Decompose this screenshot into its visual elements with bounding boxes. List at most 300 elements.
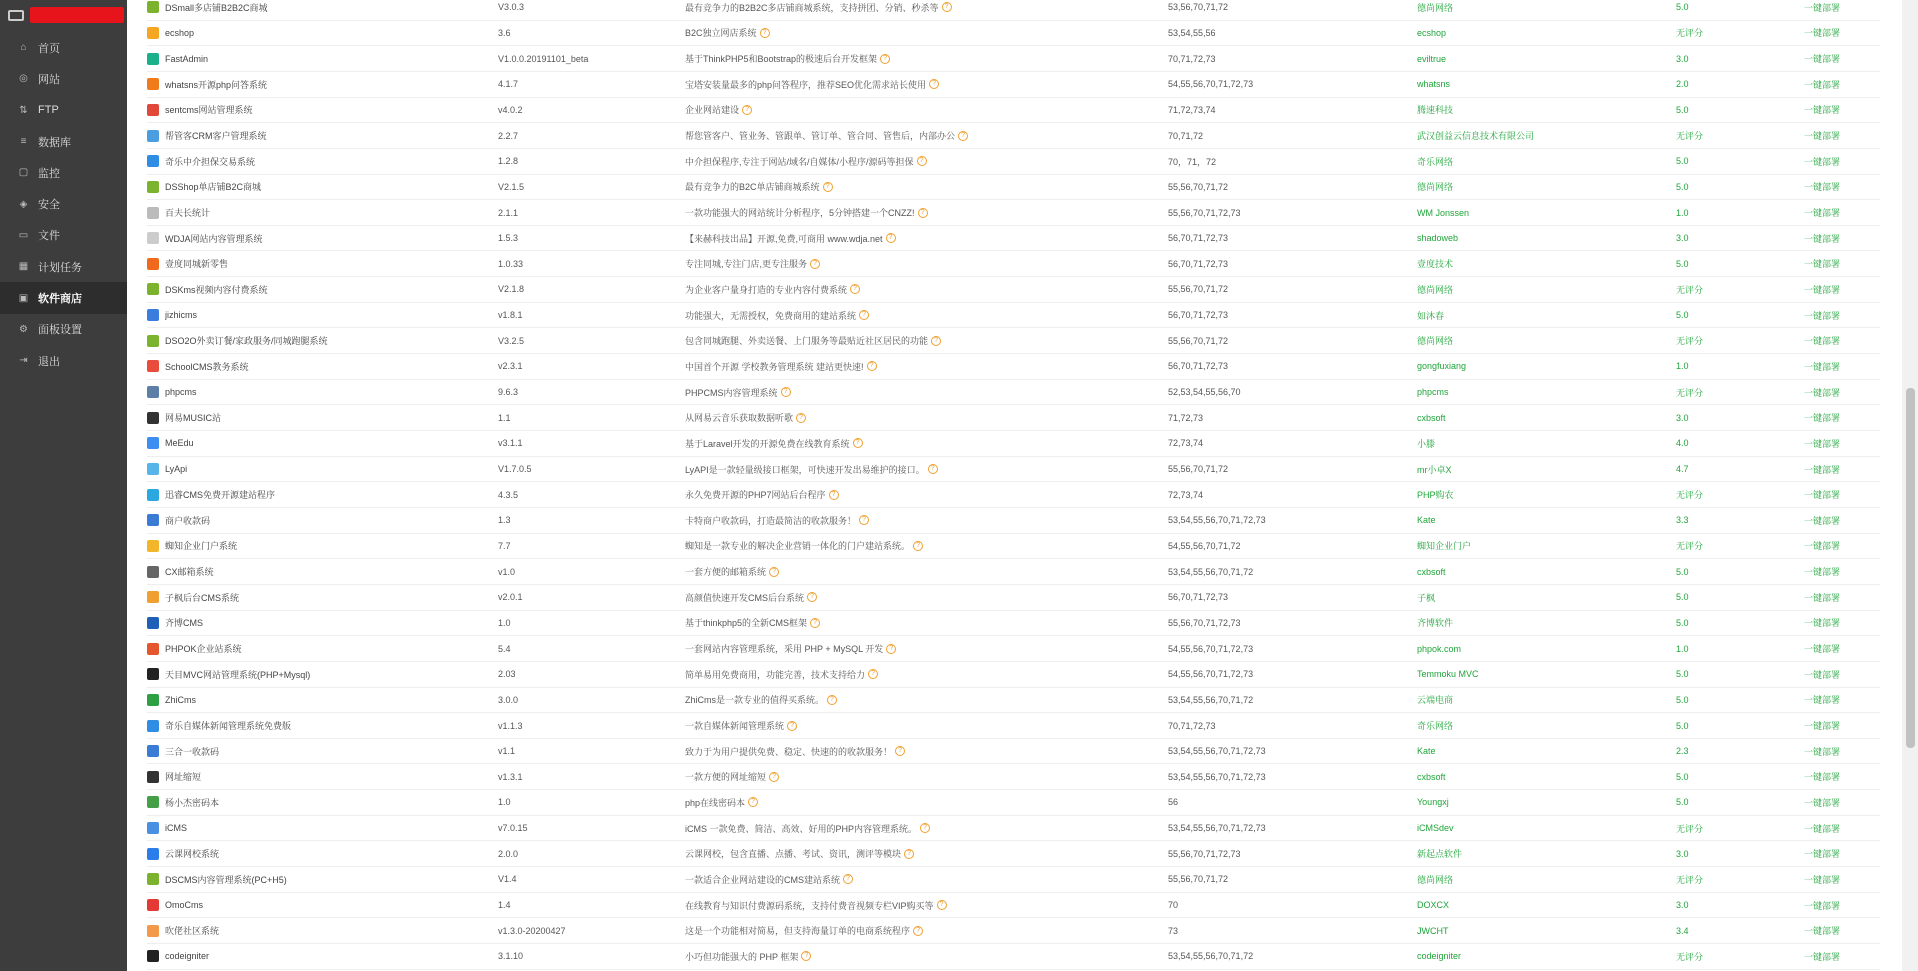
deploy-button[interactable]: 一键部署 <box>1804 669 1841 680</box>
app-version: v2.3.1 <box>498 361 523 372</box>
app-name: jizhicms <box>165 310 198 321</box>
help-icon[interactable]: ? <box>913 541 923 551</box>
app-logo-mark <box>147 412 159 424</box>
help-icon[interactable]: ? <box>904 849 914 859</box>
sidebar-item-shield[interactable] <box>0 188 127 219</box>
sidebar-item-logout[interactable] <box>0 345 127 376</box>
app-description <box>685 873 1168 886</box>
help-icon[interactable]: ? <box>859 515 869 525</box>
developer-link[interactable]: 德尚网络 <box>1417 284 1454 295</box>
php-versions: 53,54,55,56 <box>1168 27 1216 38</box>
app-logo-mark <box>147 514 159 526</box>
app-logo-mark <box>147 822 159 834</box>
folder-icon: ▭ <box>18 229 29 241</box>
app-description-text: 功能强大，无需授权，免费商用的建站系统 <box>685 310 857 321</box>
app-logo-mark <box>147 360 159 372</box>
app-name: 三合一收款码 <box>165 746 220 757</box>
app-description-text: 基于Laravel开发的开源免费在线教育系统 <box>685 438 850 449</box>
monitor-logo-icon <box>8 10 24 21</box>
php-versions: 56,70,71,72,73 <box>1168 361 1229 372</box>
app-logo-icon <box>147 566 165 578</box>
app-logo-icon <box>147 899 165 911</box>
app-logo-mark <box>147 899 159 911</box>
sidebar-item-label: 计划任务 <box>38 261 82 274</box>
deploy-button[interactable]: 一键部署 <box>1804 28 1841 39</box>
developer-link[interactable]: 子枫 <box>1417 592 1436 603</box>
app-description <box>685 206 1168 219</box>
developer-link[interactable]: 奇乐网络 <box>1417 721 1454 731</box>
php-versions: 56,70,71,72,73 <box>1168 258 1229 269</box>
help-icon[interactable]: ? <box>859 310 869 320</box>
app-description <box>685 488 1168 501</box>
app-score: 3.0 <box>1676 53 1689 64</box>
globe-icon: ◎ <box>19 73 28 85</box>
app-description <box>685 437 1168 450</box>
deploy-button[interactable]: 一键部署 <box>1804 233 1841 244</box>
developer-link[interactable]: WM Jonssen <box>1417 207 1470 218</box>
help-icon[interactable]: ? <box>807 592 817 602</box>
app-logo-icon <box>147 27 165 39</box>
app-name: DSO2O外卖订餐/家政服务/同城跑腿系统 <box>165 336 328 347</box>
deploy-button[interactable]: 一键部署 <box>1804 567 1841 578</box>
app-logo-mark <box>147 386 159 398</box>
sidebar-item-gear[interactable] <box>0 314 127 345</box>
help-icon[interactable]: ? <box>913 926 923 936</box>
app-name: 子枫后台CMS系统 <box>165 592 239 603</box>
app-score: 5.0 <box>1676 694 1689 705</box>
app-score: 1.0 <box>1676 643 1689 654</box>
app-description-text: 在线教育与知识付费源码系统，支持付费音视频专栏VIP购买等 <box>685 900 934 911</box>
developer-link[interactable]: 小滕 <box>1417 438 1436 449</box>
app-score: 5.0 <box>1676 617 1689 628</box>
deploy-button[interactable]: 一键部署 <box>1804 823 1841 834</box>
developer-link[interactable]: shadoweb <box>1417 233 1459 244</box>
app-score: 4.0 <box>1676 438 1689 449</box>
table-row <box>147 893 1880 919</box>
deploy-button[interactable]: 一键部署 <box>1804 336 1841 347</box>
app-name: DSmall多店铺B2B2C商城 <box>165 2 268 13</box>
app-description <box>685 257 1168 270</box>
sidebar-item-database[interactable] <box>0 126 127 157</box>
app-description <box>685 796 1168 809</box>
help-icon[interactable]: ? <box>929 79 939 89</box>
developer-link[interactable]: 奇乐网络 <box>1417 156 1454 167</box>
deploy-button[interactable]: 一键部署 <box>1804 951 1841 962</box>
app-version: 1.4 <box>498 900 511 911</box>
deploy-button[interactable]: 一键部署 <box>1804 797 1841 808</box>
deploy-button[interactable]: 一键部署 <box>1804 156 1841 167</box>
app-description-text: PHPCMS内容管理系统 <box>685 387 778 398</box>
table-row <box>147 867 1880 893</box>
app-score: 无评分 <box>1676 387 1704 398</box>
app-logo-mark <box>147 309 159 321</box>
table-row <box>147 200 1880 226</box>
help-icon[interactable]: ? <box>895 746 905 756</box>
deploy-button[interactable]: 一键部署 <box>1804 438 1841 449</box>
help-icon[interactable]: ? <box>917 156 927 166</box>
help-icon[interactable]: ? <box>931 336 941 346</box>
help-icon[interactable]: ? <box>850 284 860 294</box>
app-name: 奇乐自媒体新闻管理系统免费版 <box>165 721 292 731</box>
developer-link[interactable]: mr小卓X <box>1417 464 1452 475</box>
app-name: DSShop单店铺B2C商城 <box>165 182 262 193</box>
developer-link[interactable]: 壹度技术 <box>1417 259 1454 270</box>
developer-link[interactable]: 新起点软件 <box>1417 849 1463 860</box>
app-name: 天目MVC网站管理系统(PHP+Mysql) <box>165 669 311 680</box>
table-row <box>147 508 1880 534</box>
php-versions: 55,56,70,71,72,73 <box>1168 207 1241 218</box>
app-name: 帮管客CRM客户管理系统 <box>165 131 267 142</box>
deploy-button[interactable]: 一键部署 <box>1804 490 1841 501</box>
php-versions: 72,73,74 <box>1168 489 1204 500</box>
php-versions: 54,55,56,70,71,72,73 <box>1168 643 1254 654</box>
table-row <box>147 636 1880 662</box>
app-logo-icon <box>147 437 165 449</box>
developer-link[interactable]: 德尚网络 <box>1417 2 1454 13</box>
app-description <box>685 78 1168 91</box>
app-logo-icon <box>147 258 165 270</box>
table-row <box>147 713 1880 739</box>
app-version: v1.8.1 <box>498 310 523 321</box>
app-logo-icon <box>147 668 165 680</box>
deploy-button[interactable]: 一键部署 <box>1804 644 1841 655</box>
help-icon[interactable]: ? <box>787 721 797 731</box>
app-logo-mark <box>147 181 159 193</box>
app-logo-mark <box>147 540 159 552</box>
developer-link[interactable]: 武汉创益云信息技术有限公司 <box>1417 131 1535 142</box>
app-version: 1.2.8 <box>498 156 519 167</box>
table-row <box>147 252 1880 278</box>
app-logo-mark <box>147 335 159 347</box>
app-description <box>685 1 1168 14</box>
table-row <box>147 175 1880 201</box>
app-name: DSKms视频内容付费系统 <box>165 284 268 295</box>
app-description-text: 帮您管客户、管业务、管跟单、管订单、管合同、管售后，内部办公 <box>685 131 956 142</box>
developer-link[interactable]: phpcms <box>1417 387 1449 398</box>
app-version: v1.1.3 <box>498 720 523 731</box>
developer-link[interactable]: cxbsoft <box>1417 412 1446 423</box>
app-logo-mark <box>147 78 159 90</box>
app-version: 2.03 <box>498 669 516 680</box>
help-icon[interactable]: ? <box>829 490 839 500</box>
developer-link[interactable]: phpok.com <box>1417 643 1462 654</box>
help-icon[interactable]: ? <box>810 618 820 628</box>
developer-link[interactable]: 德尚网络 <box>1417 874 1454 885</box>
deploy-button[interactable]: 一键部署 <box>1804 284 1841 295</box>
table-row <box>147 816 1880 842</box>
home-icon: ⌂ <box>20 42 27 54</box>
help-icon[interactable]: ? <box>760 28 770 38</box>
help-icon[interactable]: ? <box>937 900 947 910</box>
app-description-text: ZhiCms是一款专业的值得买系统。 <box>685 695 824 706</box>
app-version: v1.3.0-20200427 <box>498 925 566 936</box>
app-score: 无评分 <box>1676 874 1704 885</box>
developer-link[interactable]: Temmoku MVC <box>1417 669 1479 680</box>
developer-link[interactable]: 如沐春 <box>1417 310 1445 321</box>
app-name: PHPOK企业站系统 <box>165 644 242 655</box>
app-name: CX邮箱系统 <box>165 567 214 578</box>
php-versions: 53,54,55,56,70,71,72,73 <box>1168 771 1266 782</box>
sidebar-item-monitor[interactable] <box>0 157 127 188</box>
scrollbar[interactable] <box>1902 0 1918 971</box>
sidebar-item-label: 数据库 <box>38 136 71 149</box>
developer-link[interactable]: JWCHT <box>1417 925 1449 936</box>
deploy-button[interactable]: 一键部署 <box>1804 515 1841 526</box>
php-versions: 56,70,71,72,73 <box>1168 592 1229 603</box>
app-score: 无评分 <box>1676 28 1704 39</box>
php-versions: 70，71，72 <box>1168 156 1217 167</box>
sidebar-item-folder[interactable] <box>0 220 127 251</box>
app-logo-mark <box>147 694 159 706</box>
app-description-text: 一款功能强大的网站统计分析程序，5分钟搭建一个CNZZ! <box>685 208 915 218</box>
deploy-button[interactable]: 一键部署 <box>1804 695 1841 706</box>
help-icon[interactable]: ? <box>868 669 878 679</box>
help-icon[interactable]: ? <box>918 208 928 218</box>
help-icon[interactable]: ? <box>810 259 820 269</box>
app-score: 5.0 <box>1676 669 1689 680</box>
app-version: 4.3.5 <box>498 489 519 500</box>
sidebar-item-label: 网站 <box>38 73 60 86</box>
sidebar-item-store[interactable] <box>0 282 127 313</box>
help-icon[interactable]: ? <box>827 695 837 705</box>
sidebar-item-label: 首页 <box>38 42 60 55</box>
php-versions: 70 <box>1168 900 1179 911</box>
developer-link[interactable]: 德尚网络 <box>1417 336 1454 347</box>
app-logo-mark <box>147 617 159 629</box>
help-icon[interactable]: ? <box>748 797 758 807</box>
php-versions: 53,56,70,71,72 <box>1168 2 1229 13</box>
php-versions: 70,71,72,73 <box>1168 720 1216 731</box>
developer-link[interactable]: DOXCX <box>1417 900 1450 911</box>
php-versions: 55,56,70,71,72 <box>1168 284 1229 295</box>
table-row <box>147 98 1880 124</box>
sidebar-item-label: 安全 <box>38 199 60 212</box>
developer-link[interactable]: codeigniter <box>1417 951 1462 962</box>
deploy-button[interactable]: 一键部署 <box>1804 208 1841 218</box>
help-icon[interactable]: ? <box>796 413 806 423</box>
php-versions: 56 <box>1168 797 1179 808</box>
php-versions: 73 <box>1168 925 1179 936</box>
app-logo-mark <box>147 720 159 732</box>
sidebar-item-globe[interactable] <box>0 63 127 94</box>
developer-link[interactable]: iCMSdev <box>1417 823 1454 834</box>
app-logo-icon <box>147 360 165 372</box>
table-row <box>147 149 1880 175</box>
app-description-text: B2C独立网店系统 <box>685 28 757 39</box>
deploy-button[interactable]: 一键部署 <box>1804 259 1841 270</box>
deploy-button[interactable]: 一键部署 <box>1804 131 1841 142</box>
app-description <box>685 283 1168 296</box>
app-score: 无评分 <box>1676 131 1704 142</box>
developer-link[interactable]: cxbsoft <box>1417 771 1446 782</box>
app-logo-mark <box>147 258 159 270</box>
deploy-button[interactable]: 一键部署 <box>1804 874 1841 885</box>
app-name: 百夫长统计 <box>165 208 211 218</box>
app-logo-icon <box>147 617 165 629</box>
help-icon[interactable]: ? <box>801 951 811 961</box>
php-versions: 70,71,72 <box>1168 130 1204 141</box>
app-description-text: 【来赫科技出品】开源,免费,可商用 www.wdja.net <box>685 233 883 244</box>
developer-link[interactable]: PHP购农 <box>1417 490 1454 501</box>
developer-link[interactable]: eviltrue <box>1417 53 1447 64</box>
app-logo-icon <box>147 1 165 13</box>
developer-link[interactable]: Kate <box>1417 515 1436 526</box>
table-row <box>147 380 1880 406</box>
developer-link[interactable]: ecshop <box>1417 27 1447 38</box>
developer-link[interactable]: 齐博软件 <box>1417 618 1454 629</box>
help-icon[interactable]: ? <box>928 464 938 474</box>
app-name: phpcms <box>165 387 197 398</box>
deploy-button[interactable]: 一键部署 <box>1804 592 1841 603</box>
app-logo-mark <box>147 489 159 501</box>
php-versions: 55,56,70,71,72 <box>1168 464 1229 474</box>
app-description-text: 企业网站建设 <box>685 105 740 116</box>
app-logo-mark <box>147 925 159 937</box>
developer-link[interactable]: 腾速科技 <box>1417 105 1454 116</box>
table-row <box>147 457 1880 483</box>
sidebar-item-home[interactable] <box>0 32 127 63</box>
app-description-text: 宝塔安装量最多的php问答程序，推荐SEO优化需求站长使用 <box>685 79 927 90</box>
help-icon[interactable]: ? <box>769 567 779 577</box>
php-versions: 70,71,72,73 <box>1168 53 1216 64</box>
app-logo-mark <box>147 207 159 219</box>
app-version: 2.0.0 <box>498 848 519 859</box>
deploy-button[interactable]: 一键部署 <box>1804 2 1841 13</box>
help-icon[interactable]: ? <box>958 131 968 141</box>
help-icon[interactable]: ? <box>853 438 863 448</box>
help-icon[interactable]: ? <box>920 823 930 833</box>
app-score: 无评分 <box>1676 284 1704 295</box>
deploy-button[interactable]: 一键部署 <box>1804 54 1841 65</box>
php-versions: 53,54,55,56,70,71,72,73 <box>1168 515 1266 526</box>
app-description-text: LyAPI是一款轻量级接口框架，可快速开发出易维护的接口。 <box>685 464 925 475</box>
app-description <box>685 334 1168 347</box>
deploy-button[interactable]: 一键部署 <box>1804 387 1841 398</box>
app-description-text: 致力于为用户提供免费、稳定、快速的的收款服务！ <box>685 746 893 757</box>
app-logo-icon <box>147 283 165 295</box>
app-logo-icon <box>147 232 165 244</box>
deploy-button[interactable]: 一键部署 <box>1804 79 1841 90</box>
deploy-button[interactable]: 一键部署 <box>1804 900 1841 911</box>
app-description <box>685 668 1168 681</box>
app-logo-mark <box>147 566 159 578</box>
developer-link[interactable]: 云端电商 <box>1417 695 1454 706</box>
developer-link[interactable]: cxbsoft <box>1417 566 1446 577</box>
table-row <box>147 0 1880 21</box>
help-icon[interactable]: ? <box>942 2 952 12</box>
sidebar-item-label: 面板设置 <box>38 324 82 337</box>
scrollbar-thumb[interactable] <box>1906 388 1915 748</box>
developer-link[interactable]: Youngxj <box>1417 797 1449 808</box>
deploy-button[interactable]: 一键部署 <box>1804 310 1841 321</box>
php-versions: 55,56,70,71,72,73 <box>1168 617 1241 628</box>
deploy-button[interactable]: 一键部署 <box>1804 926 1841 937</box>
app-name: iCMS <box>165 823 187 834</box>
app-score: 5.0 <box>1676 797 1689 808</box>
deploy-button[interactable]: 一键部署 <box>1804 105 1841 116</box>
app-name: 奇乐中介担保交易系统 <box>165 156 256 167</box>
deploy-button[interactable]: 一键部署 <box>1804 746 1841 757</box>
table-row <box>147 277 1880 303</box>
table-row <box>147 226 1880 252</box>
app-name: SchoolCMS教务系统 <box>165 361 249 372</box>
php-versions: 52,53,54,55,56,70 <box>1168 387 1241 398</box>
app-logo-icon <box>147 335 165 347</box>
app-score: 5.0 <box>1676 258 1689 269</box>
deploy-button[interactable]: 一键部署 <box>1804 361 1841 372</box>
app-version: v2.0.1 <box>498 592 523 603</box>
app-description-text: 这是一个功能相对简易，但支持海量订单的电商系统程序 <box>685 926 911 937</box>
app-version: V1.4 <box>498 874 517 885</box>
app-name: 云课网校系统 <box>165 849 220 860</box>
developer-link[interactable]: 德尚网络 <box>1417 182 1454 193</box>
app-score: 5.0 <box>1676 310 1689 321</box>
sidebar-item-label: 软件商店 <box>38 293 82 306</box>
deploy-button[interactable]: 一键部署 <box>1804 541 1841 552</box>
app-description-text: 卡特商户收款码，打造最简洁的收款服务！ <box>685 515 857 526</box>
developer-link[interactable]: gongfuxiang <box>1417 361 1467 372</box>
help-icon[interactable]: ? <box>886 233 896 243</box>
help-icon[interactable]: ? <box>880 54 890 64</box>
deploy-button[interactable]: 一键部署 <box>1804 772 1841 783</box>
deploy-button[interactable]: 一键部署 <box>1804 721 1841 731</box>
app-logo-icon <box>147 514 165 526</box>
deploy-button[interactable]: 一键部署 <box>1804 182 1841 193</box>
table-row <box>147 482 1880 508</box>
help-icon[interactable]: ? <box>823 182 833 192</box>
app-version: V2.1.5 <box>498 181 525 192</box>
app-logo-mark <box>147 643 159 655</box>
app-logo-mark <box>147 53 159 65</box>
deploy-button[interactable]: 一键部署 <box>1804 618 1841 629</box>
app-version: 1.0 <box>498 617 511 628</box>
help-icon[interactable]: ? <box>781 387 791 397</box>
database-icon: ≡ <box>20 136 27 148</box>
shield-icon: ◈ <box>19 198 28 210</box>
app-name: 网易MUSIC站 <box>165 413 221 424</box>
help-icon[interactable]: ? <box>742 105 752 115</box>
help-icon[interactable]: ? <box>769 772 779 782</box>
help-icon[interactable]: ? <box>886 644 896 654</box>
deploy-button[interactable]: 一键部署 <box>1804 413 1841 424</box>
ftp-icon: ⇅ <box>19 104 28 116</box>
app-description-text: 小巧但功能强大的 PHP 框架 <box>685 951 799 962</box>
table-row <box>147 72 1880 98</box>
app-name: OmoCms <box>165 900 203 911</box>
sidebar-item-calendar[interactable] <box>0 251 127 282</box>
sidebar <box>0 0 127 971</box>
app-version: 3.0.0 <box>498 694 519 705</box>
app-description-text: 一款方便的网址缩短 <box>685 772 767 783</box>
app-version: 2.2.7 <box>498 130 519 141</box>
app-score: 5.0 <box>1676 104 1689 115</box>
sidebar-item-ftp[interactable] <box>0 95 127 126</box>
developer-link[interactable]: Kate <box>1417 746 1436 757</box>
developer-link[interactable]: whatsns <box>1417 79 1451 90</box>
table-row <box>147 944 1880 970</box>
app-name: ecshop <box>165 27 195 38</box>
app-description-text: 最有竞争力的B2B2C多店铺商城系统，支持拼团、分销、秒杀等 <box>685 2 939 13</box>
app-description-text: 高颜值快速开发CMS后台系统 <box>685 592 805 603</box>
app-description-text: 一套方便的邮箱系统 <box>685 567 767 578</box>
app-logo-mark <box>147 873 159 885</box>
app-description <box>685 847 1168 860</box>
help-icon[interactable]: ? <box>843 874 853 884</box>
deploy-button[interactable]: 一键部署 <box>1804 464 1841 475</box>
help-icon[interactable]: ? <box>867 361 877 371</box>
developer-link[interactable]: 蜘知企业门户 <box>1417 541 1472 552</box>
deploy-button[interactable]: 一键部署 <box>1804 849 1841 860</box>
